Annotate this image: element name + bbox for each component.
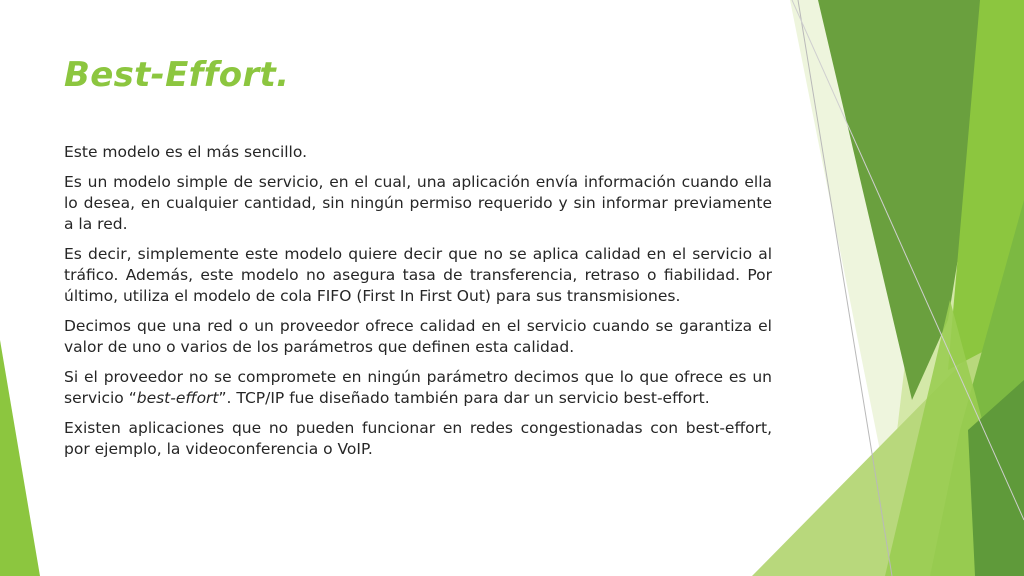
paragraph-4: Decimos que una red o un proveedor ofrece calidad en el servicio cuando se garantiza el valor de uno o varios de los parámetros que definen esta calidad. xyxy=(64,317,772,356)
paragraph-1: Este modelo es el más sencillo. xyxy=(64,143,308,161)
slide-title: Best-Effort. xyxy=(64,55,290,95)
slide-body xyxy=(64,142,772,469)
paragraph-5-after: ”. TCP/IP fue diseñado también para dar un servicio best-effort. xyxy=(218,389,710,407)
paragraph-5-emphasis: best-effort xyxy=(136,389,219,407)
left-accent-wedge xyxy=(0,340,40,576)
paragraph-5 xyxy=(64,367,772,409)
paragraph-6: Existen aplicaciones que no pueden funcionar en redes congestionadas con best-effort, por ejemplo, la videoconferencia o VoIP. xyxy=(64,419,772,458)
paragraph-5-before: Si el proveedor no se compromete en ningún parámetro decimos que lo que ofrece es un servicio “ xyxy=(64,368,772,407)
paragraph-2: Es un modelo simple de servicio, en el cual, una aplicación envía información cuando ella lo desea, en cualquier cantidad, sin ningún permiso requerido y sin informar previamente a la red. xyxy=(64,173,772,233)
paragraph-3: Es decir, simplemente este modelo quiere decir que no se aplica calidad en el servicio al tráfico. Además, este modelo no asegura tasa de transferencia, retraso o fiabilidad. Por último, utiliza el modelo de cola FIFO (First In First Out) para sus transmisiones. xyxy=(64,245,772,305)
